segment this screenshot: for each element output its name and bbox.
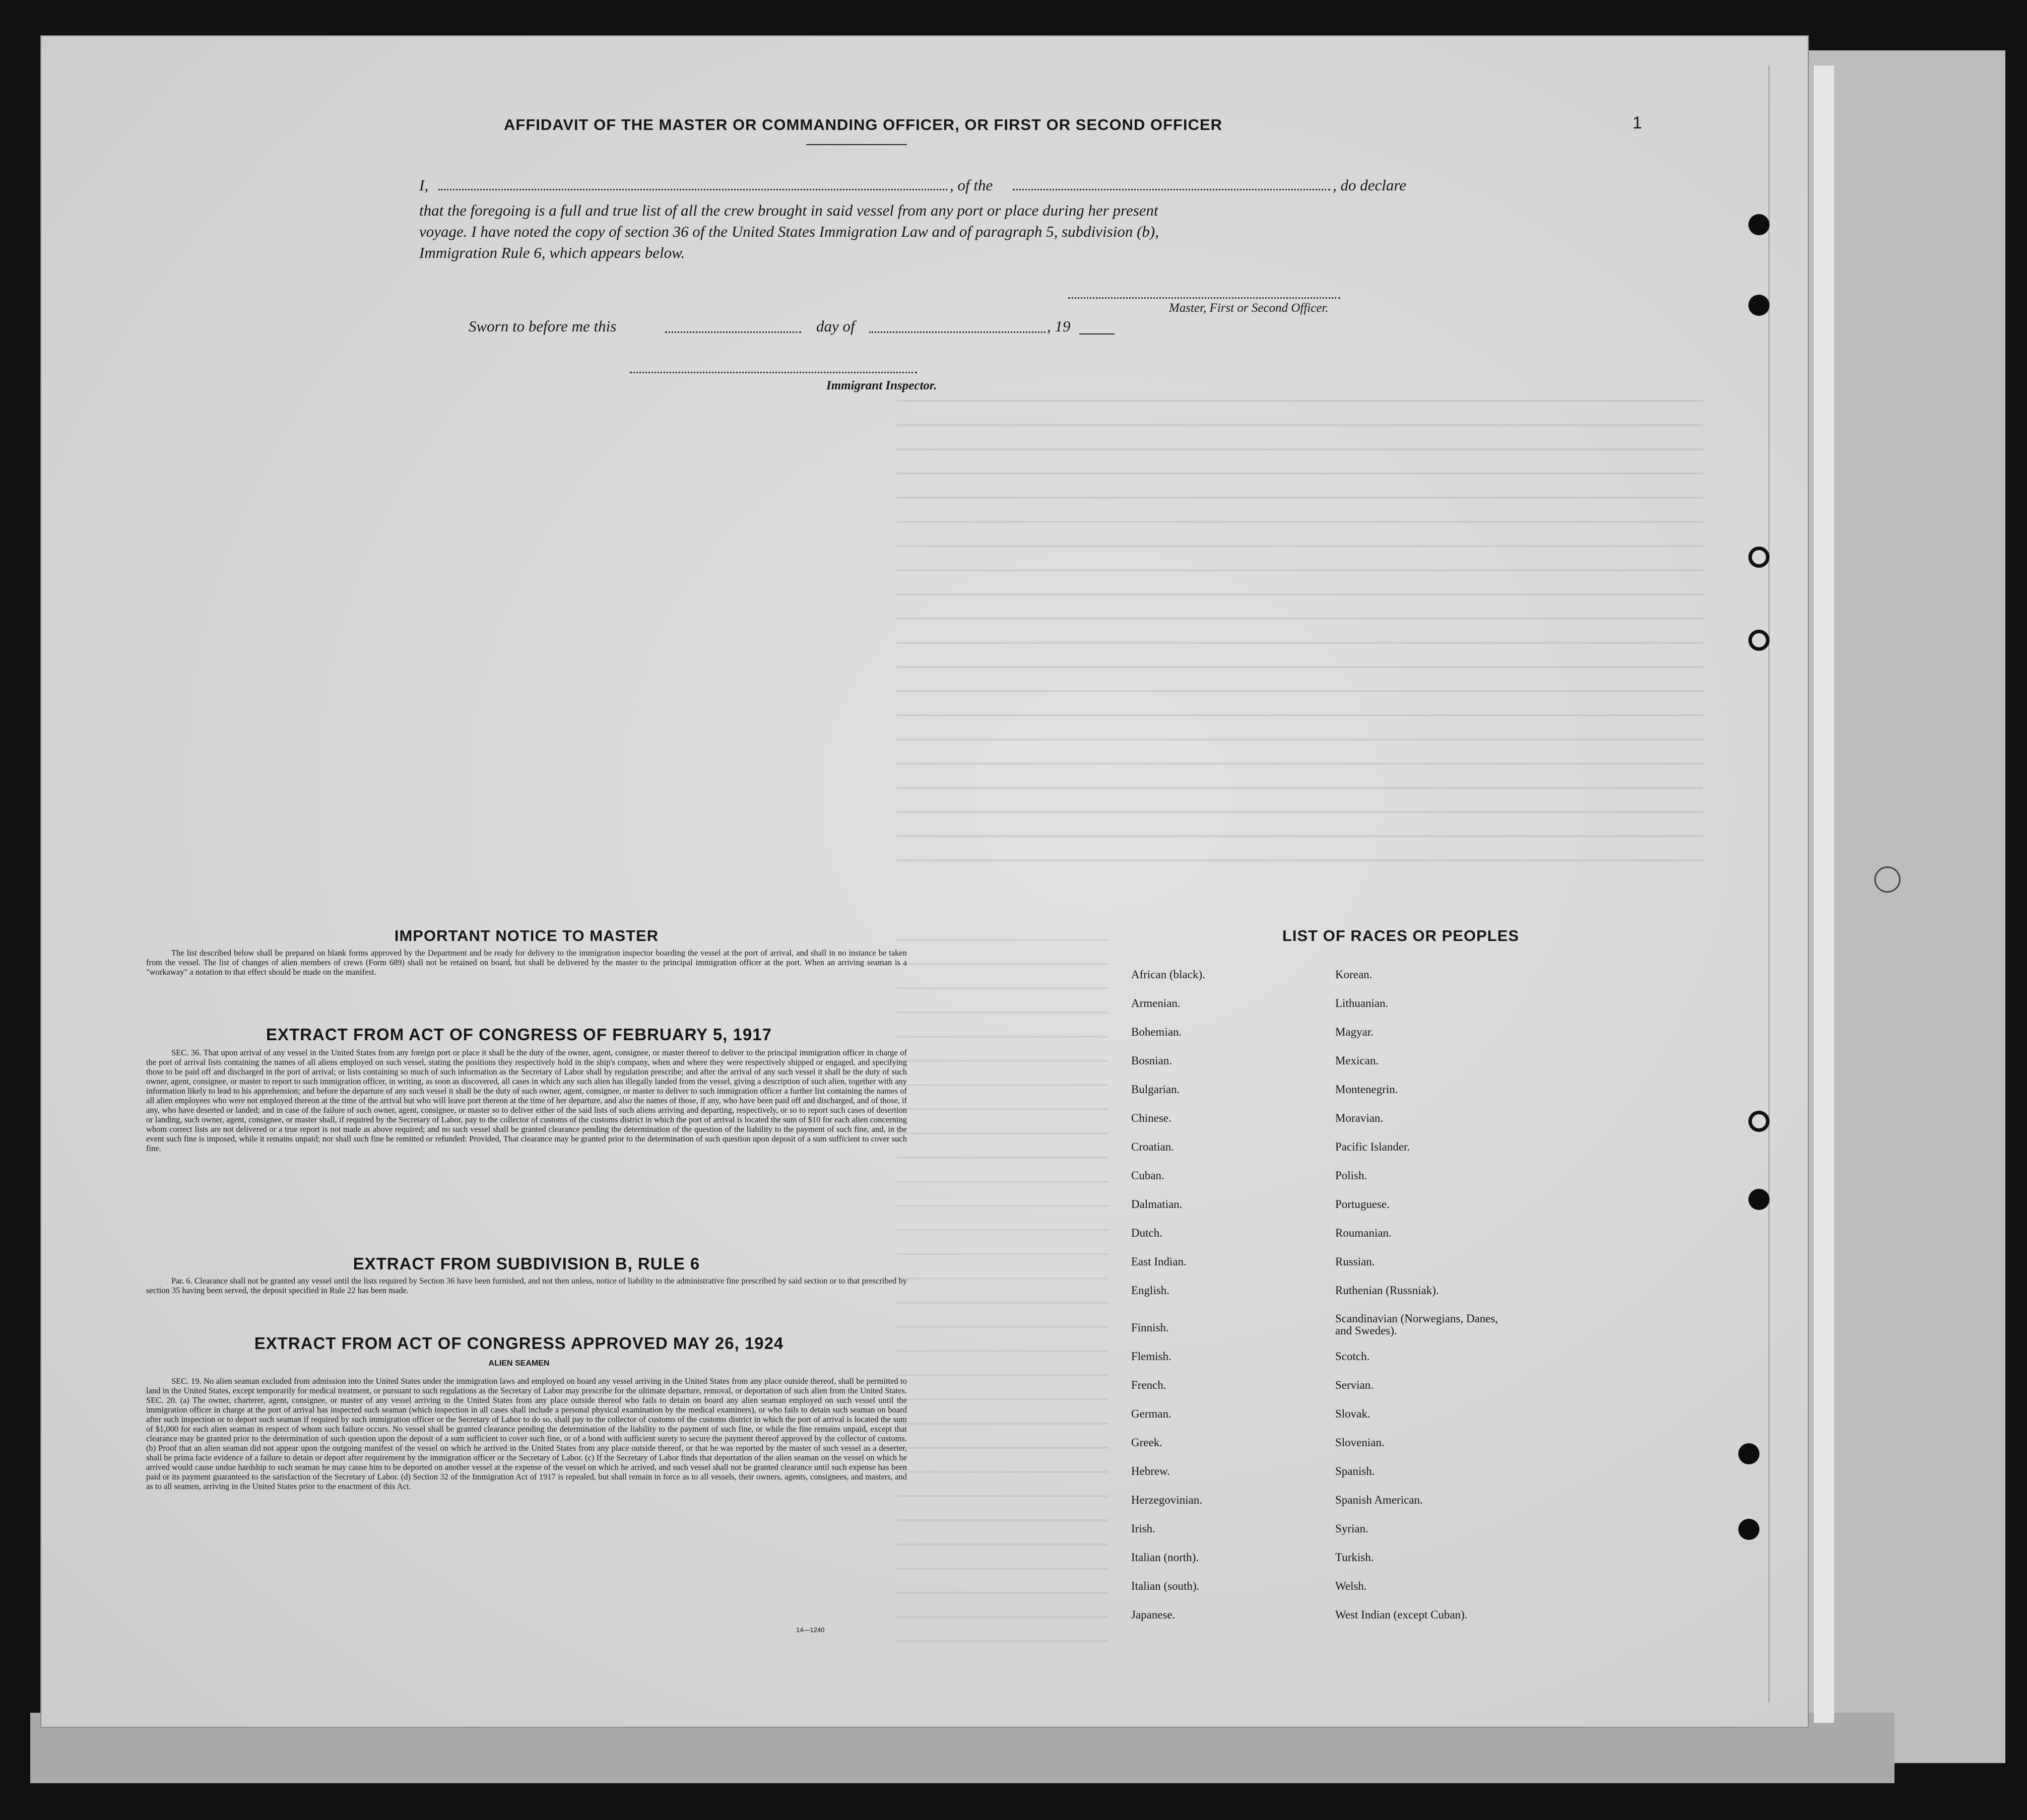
binder-hole bbox=[1738, 1519, 1759, 1540]
inspector-caption: Immigrant Inspector. bbox=[826, 379, 937, 392]
race-item: Roumanian. bbox=[1335, 1227, 1392, 1239]
races-title: LIST OF RACES OR PEOPLES bbox=[1282, 927, 1520, 945]
circle-mark-icon bbox=[1874, 866, 1901, 893]
extract-rule6-title: EXTRACT FROM SUBDIVISION B, RULE 6 bbox=[353, 1254, 700, 1273]
binder-hole bbox=[1738, 1443, 1759, 1464]
race-item: Slovenian. bbox=[1335, 1436, 1385, 1449]
race-item: Hebrew. bbox=[1131, 1465, 1170, 1477]
race-item: Bulgarian. bbox=[1131, 1083, 1180, 1096]
race-item: East Indian. bbox=[1131, 1255, 1187, 1268]
inspector-signature-field[interactable] bbox=[630, 372, 917, 373]
race-item: Bohemian. bbox=[1131, 1026, 1182, 1038]
page-number: 1 bbox=[1632, 113, 1642, 132]
race-item: Turkish. bbox=[1335, 1551, 1374, 1564]
race-item: Russian. bbox=[1335, 1255, 1375, 1268]
sworn-day-field[interactable] bbox=[665, 331, 801, 333]
affidavit-do-declare: , do declare bbox=[1333, 176, 1407, 194]
race-item: Dutch. bbox=[1131, 1227, 1162, 1239]
race-item: French. bbox=[1131, 1379, 1166, 1391]
affidavit-body-line1: that the foregoing is a full and true list of all the crew brought in said vessel from any port or place during her present bbox=[419, 201, 1158, 219]
master-signature-field[interactable] bbox=[1068, 297, 1340, 299]
extract-1924-title: EXTRACT FROM ACT OF CONGRESS APPROVED MAY 26, 1924 bbox=[254, 1334, 784, 1353]
race-item: Lithuanian. bbox=[1335, 997, 1389, 1009]
race-item: Montenegrin. bbox=[1335, 1083, 1398, 1096]
race-item: Portuguese. bbox=[1335, 1198, 1390, 1210]
extract-1924-body: SEC. 19. No alien seaman excluded from admission into the United States under the immigration laws and employed on board any vessel arriving in the United States from any place outside thereof, shall be permitted to land in the United States, except temporarily for medical treatment, or pursuant to such regulations as the Secretary of Labor may prescribe for the ultimate departure, removal, or deportation of such alien from the United States. SEC. 20. (a) The owner, charterer, agent, consignee, or master of any vessel arriving in the United States from any place outside thereof who fails to detain on board any alien seaman employed on such vessel until the immigration officer in charge at the port of arrival has inspected such seaman (which inspection in all cases shall include a personal physical examination by the medical examiners), or who fails to detain such seaman on board after such inspection or to deport such seaman if required by such immigration officer or the Secretary of Labor to do so, shall pay to the collector of customs of the customs district in which the port of arrival is located the sum of $1,000 for each alien seaman in respect of whom such failure occurs. No vessel shall be granted clearance pending the determination of the liability to the payment of such fine, or while the fine remains unpaid, except that clearance may be granted prior to the determination of such question upon the deposit of a sum sufficient to cover such fine, or of a bond with sufficient surety to secure the payment thereof approved by the collector of customs. (b) Proof that an alien seaman did not appear upon the outgoing manifest of the vessel on which he arrived in the United States from any place outside thereof, or that he was reported by the master of such vessel as a deserter, shall be prima facie evidence of a failure to detain or deport after requirement by the immigration officer or the Secretary of Labor. (c) If the Secretary of Labor finds that deportation of the alien seaman on the vessel on which he arrived would cause undue hardship to such seaman he may cause him to be deported on another vessel at the expense of the vessel on which he arrived, and such vessel shall not be granted clearance until such expense has been paid or its payment guaranteed to the satisfaction of the Secretary of Labor. (d) Section 32 of the Immigration Act of 1917 is repealed, but shall remain in force as to all vessels, their owners, agents, consignees, and masters, and as to all seamen, arriving in the United States prior to the enactment of this Act. bbox=[146, 1376, 907, 1491]
race-item: Cuban. bbox=[1131, 1169, 1164, 1182]
race-item: English. bbox=[1131, 1284, 1170, 1297]
manifest-page bbox=[40, 35, 1809, 1728]
sworn-year-prefix: , 19 bbox=[1047, 317, 1071, 335]
race-item: Chinese. bbox=[1131, 1112, 1171, 1124]
race-item: Ruthenian (Russniak). bbox=[1335, 1284, 1439, 1297]
race-item: African (black). bbox=[1131, 968, 1205, 981]
master-signature-caption: Master, First or Second Officer. bbox=[1169, 301, 1329, 315]
races-column-2 bbox=[1335, 968, 1567, 1673]
race-item: Dalmatian. bbox=[1131, 1198, 1183, 1210]
race-item: Pacific Islander. bbox=[1335, 1140, 1410, 1153]
affidavit-i-label: I, bbox=[419, 176, 429, 194]
race-item: Mexican. bbox=[1335, 1054, 1379, 1067]
sworn-month-field[interactable] bbox=[869, 331, 1045, 333]
race-item: Servian. bbox=[1335, 1379, 1374, 1391]
race-item: Scotch. bbox=[1335, 1350, 1370, 1363]
race-item: Armenian. bbox=[1131, 997, 1181, 1009]
race-item: German. bbox=[1131, 1407, 1171, 1420]
race-item: Scandinavian (Norwegians, Danes, and Swedes). bbox=[1335, 1312, 1498, 1337]
race-item: Magyar. bbox=[1335, 1026, 1374, 1038]
race-item: Spanish American. bbox=[1335, 1494, 1423, 1506]
race-item: Greek. bbox=[1131, 1436, 1162, 1449]
race-item: Italian (north). bbox=[1131, 1551, 1199, 1564]
binder-hole bbox=[1748, 214, 1770, 235]
race-item: Herzegovinian. bbox=[1131, 1494, 1203, 1506]
affidavit-vessel-field[interactable] bbox=[1013, 189, 1330, 190]
race-item: Bosnian. bbox=[1131, 1054, 1172, 1067]
race-item: Syrian. bbox=[1335, 1522, 1368, 1535]
extract-1924-subtitle: ALIEN SEAMEN bbox=[488, 1359, 550, 1368]
sworn-day-of: day of bbox=[816, 317, 855, 335]
race-item: Welsh. bbox=[1335, 1580, 1367, 1592]
underlying-page-edge bbox=[1814, 65, 1834, 1723]
notice-title: IMPORTANT NOTICE TO MASTER bbox=[394, 927, 659, 945]
race-item: Spanish. bbox=[1335, 1465, 1375, 1477]
binder-hole bbox=[1748, 630, 1770, 651]
binder-hole bbox=[1748, 1111, 1770, 1132]
bleed-through-area bbox=[897, 378, 1703, 882]
races-column-1 bbox=[1131, 968, 1323, 1673]
extract-1917-title: EXTRACT FROM ACT OF CONGRESS OF FEBRUARY 5, 1917 bbox=[266, 1025, 772, 1044]
form-number: 14—1240 bbox=[796, 1626, 825, 1634]
bleed-through-area bbox=[897, 917, 1108, 1647]
affidavit-body-line2: voyage. I have noted the copy of section 36 of the United States Immigration Law and of paragraph 5, subdivision (b), bbox=[419, 223, 1159, 240]
extract-1917-body: SEC. 36. That upon arrival of any vessel in the United States from any foreign port or place it shall be the duty of the owner, agent, consignee, or master thereof to deliver to the principal immigration officer in charge of the port of arrival lists containing the names of all aliens employed on such vessel, stating the positions they respectively hold in the ship's company, when and where they were respectively shipped or engaged, and specifying those to be paid off and discharged in the port of arrival; or lists containing so much of such information as the Secretary of Labor shall by regulation prescribe; and after the arrival of any such vessel it shall be the duty of such owner, agent, consignee, or master to report to such immigration officer, in writing, as soon as discovered, all cases in which any such alien has illegally landed from the vessel, giving a description of such alien, together with any information likely to lead to his apprehension; and before the departure of any such vessel it shall be the duty of such owner, agent, consignee, or master to deliver to such immigration officer a further list containing the names of all alien employees who were not employed thereon at the time of the arrival but who will leave port thereon at the time of her departure, and also the names of those, if any, who have been paid off and discharged, and of those, if any, who have deserted or landed; and in case of the failure of such owner, agent, consignee, or master so to deliver either of the said lists of such aliens arriving and departing, respectively, or so to report such cases of desertion or landing, such owner, agent, consignee, or master shall, if required by the Secretary of Labor, pay to the collector of customs of the customs district in which the port of arrival is located the sum of $10 for each alien concerning whom correct lists are not delivered or a true report is not made as above required; and no such vessel shall be granted clearance pending the determination of the question of the liability to the payment of such fine, and, in the event such fine is imposed, while it remains unpaid; nor shall such fine be remitted or refunded: Provided, That clearance may be granted prior to the determination of such question upon deposit of a sum sufficient to cover such fine. bbox=[146, 1048, 907, 1153]
race-item: Italian (south). bbox=[1131, 1580, 1200, 1592]
affidavit-title: AFFIDAVIT OF THE MASTER OR COMMANDING OFFICER, OR FIRST OR SECOND OFFICER bbox=[504, 116, 1223, 133]
binder-hole bbox=[1748, 1189, 1770, 1210]
affidavit-name-field[interactable] bbox=[438, 189, 947, 190]
race-item: Polish. bbox=[1335, 1169, 1367, 1182]
extract-rule6-body: Par. 6. Clearance shall not be granted any vessel until the lists required by Section 36 have been furnished, and not then unless, notice of liability to the administrative fine prescribed by said section or to that prescribed by section 35 having been served, the deposit specified in Rule 22 has been made. bbox=[146, 1276, 907, 1295]
sworn-year-field[interactable] bbox=[1079, 333, 1115, 334]
race-item: Flemish. bbox=[1131, 1350, 1171, 1363]
race-item: Korean. bbox=[1335, 968, 1372, 981]
race-item: Croatian. bbox=[1131, 1140, 1174, 1153]
race-item: Moravian. bbox=[1335, 1112, 1384, 1124]
race-item: Finnish. bbox=[1131, 1321, 1169, 1334]
race-item: Japanese. bbox=[1131, 1608, 1175, 1621]
bleed-through-rule bbox=[1769, 65, 1770, 1703]
affidavit-of-the: , of the bbox=[950, 176, 993, 194]
race-item: Irish. bbox=[1131, 1522, 1155, 1535]
race-item: Slovak. bbox=[1335, 1407, 1370, 1420]
affidavit-title-rule bbox=[806, 144, 907, 145]
affidavit-body-line3: Immigration Rule 6, which appears below. bbox=[419, 244, 685, 261]
sworn-label: Sworn to before me this bbox=[469, 317, 617, 335]
binder-hole bbox=[1748, 547, 1770, 568]
binder-hole bbox=[1748, 295, 1770, 316]
notice-body: The list described below shall be prepared on blank forms approved by the Department and be ready for delivery to the immigration inspector boarding the vessel at the port of arrival, and shall in no instance be taken from the vessel. The list of changes of alien members of crews (Form 689) shall not be retained on board, but shall be delivered by the master to the principal immigration officer at the port. When an arriving seaman is a "workaway" a notation to that effect should be made on the manifest. bbox=[146, 948, 907, 977]
race-item: West Indian (except Cuban). bbox=[1335, 1608, 1468, 1621]
